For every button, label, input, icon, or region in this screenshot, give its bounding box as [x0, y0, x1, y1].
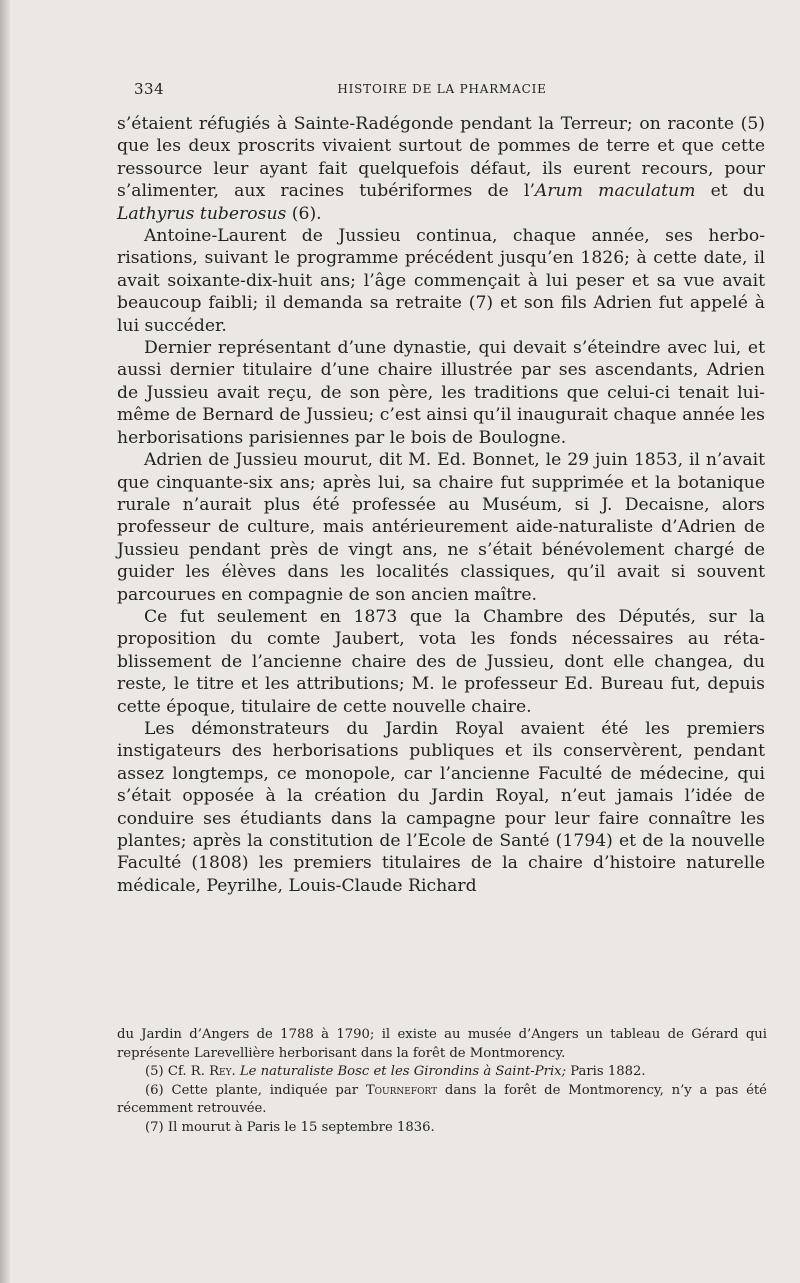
footnote-5: (5) Cf. R. Rey. Le naturaliste Bosc et les Girondins à Saint-Prix; Paris 1882.: [145, 1064, 646, 1080]
running-header: [122, 80, 762, 100]
page-number: 334: [134, 80, 165, 98]
footnote-6: (6) Cette plante, indiquée par Tournefort dans la forêt de Montmorency, n’y a pas été récemment retrouvée.: [117, 1082, 767, 1117]
paragraph-3: Dernier représentant d’une dynastie, qui devait s’éteindre avec lui, et aussi dernier titulaire d’une chaire illustrée par ses ascendants, Adrien de Jussieu avait reçu, de son père, les traditions que celui-ci tenait lui-même de Bernard de Jussieu; c’est ainsi qu’il inaugurait chaque année les herborisations parisiennes par le bois de Boulogne.: [117, 338, 765, 448]
footnotes: [117, 1026, 767, 1138]
paragraph-6: Les démonstrateurs du Jardin Royal avaient été les premiers instigateurs des herborisations publiques et ils conservèrent, pendant assez longtemps, ce monopole, car l’ancienne Faculté de médecine, qui s’était opposée à la création du Jardin Royal, n’eut jamais l’idée de conduire ses étudiants dans la campagne pour leur faire connaître les plantes; après la constitution de l’Ecole de Santé (1794) et de la nouvelle Faculté (1808) les premiers titulaires de la chaire d’histoire naturelle médicale, Peyrilhe, Louis-Claude Richard: [117, 718, 765, 896]
page-edge-shadow: [0, 0, 10, 1283]
paragraph-4: Adrien de Jussieu mourut, dit M. Ed. Bonnet, le 29 juin 1853, il n’avait que cinquante-six ans; après lui, sa chaire fut supprimée et la botanique rurale n’aurait plus été professée au Muséum, si J. Decaisne, alors professeur de culture, mais antérieurement aide-naturaliste d’Adrien de Jussieu pendant près de vingt ans, ne s’était bénévolement chargé de guider les élèves dans les localités classiques, qu’il avait si souvent parcourues en compagnie de son ancien maître.: [117, 450, 765, 605]
running-title: HISTOIRE DE LA PHARMACIE: [337, 82, 547, 96]
footnote-continuation: du Jardin d’Angers de 1788 à 1790; il existe au musée d’Angers un tableau de Gérard qui représente Larevellière herborisant dans la forêt de Montmorency.: [117, 1027, 767, 1061]
footnote-7: (7) Il mourut à Paris le 15 septembre 1836.: [145, 1119, 435, 1135]
paragraph-2: Antoine-Laurent de Jussieu continua, chaque année, ses herborisations, suivant le programme précédent jusqu’en 1826; à cette date, il avait soixante-dix-huit ans; l’âge commençait à lui peser et sa vue avait beaucoup faibli; il demanda sa retraite (7) et son fils Adrien fut appelé à lui succéder.: [117, 226, 765, 336]
paragraph-5: Ce fut seulement en 1873 que la Chambre des Députés, sur la proposition du comte Jaubert, vota les fonds nécessaires au rétablissement de l’ancienne chaire des de Jussieu, dont elle changea, du reste, le titre et les attributions; M. le professeur Ed. Bureau fut, depuis cette époque, titulaire de cette nouvelle chaire.: [117, 606, 765, 717]
body-text: [117, 113, 765, 897]
paragraph-1: s’étaient réfugiés à Sainte-Radégonde pendant la Terreur; on raconte (5) que les deux proscrits vivaient surtout de pommes de terre et que cette ressource leur ayant fait quelquefois défaut, ils eurent recours, pour s’alimenter, aux racines tubériformes de l’Arum maculatum et du Lathyrus tuberosus (6).: [117, 114, 766, 224]
